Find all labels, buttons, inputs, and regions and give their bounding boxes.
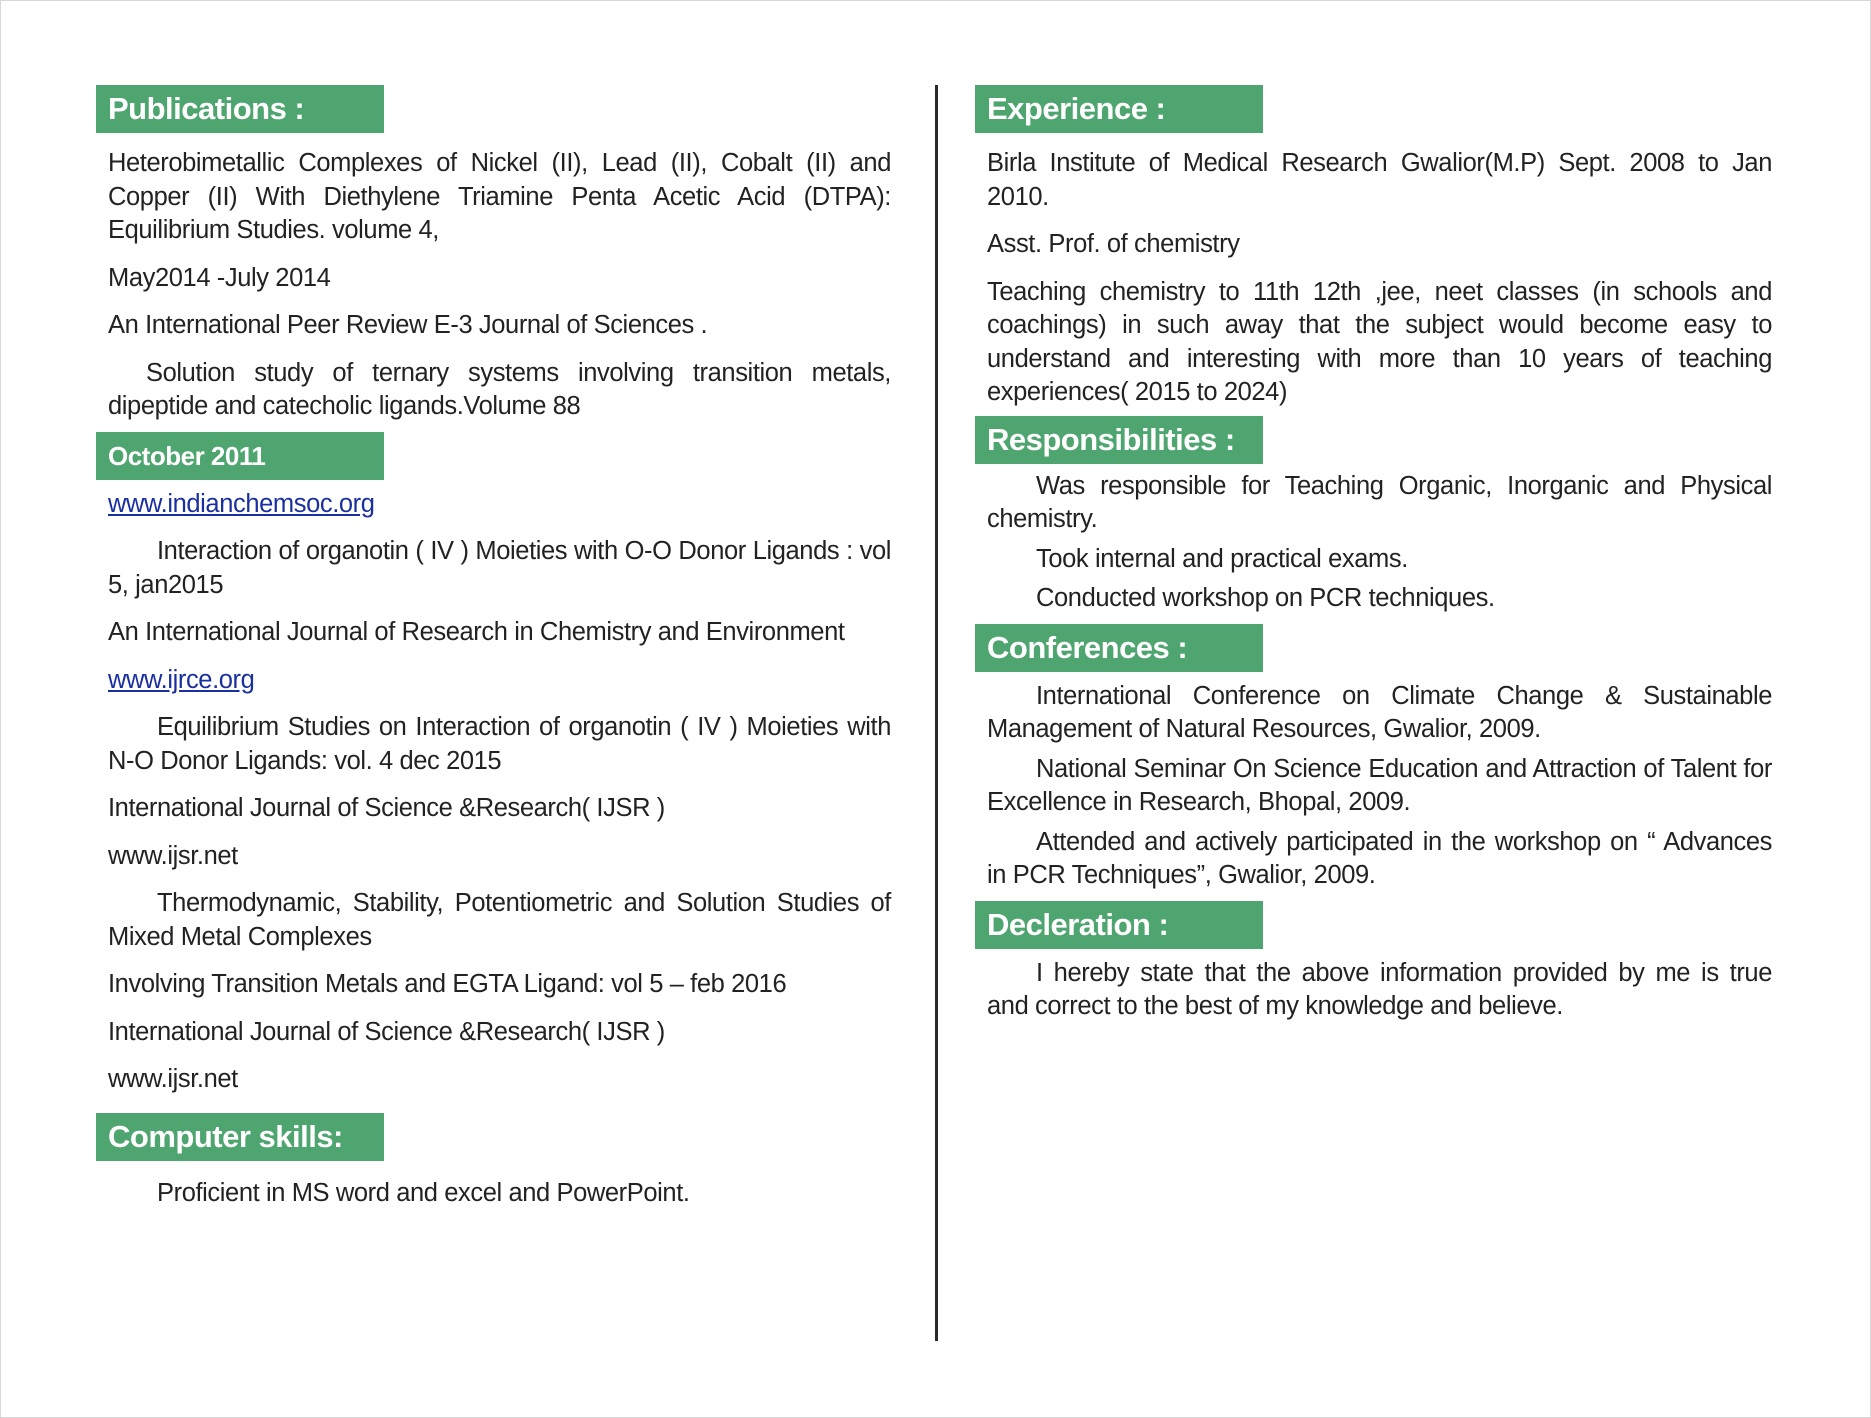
- responsibility-item: Conducted workshop on PCR techniques.: [1036, 584, 1495, 612]
- publication-entry: Interaction of organotin ( IV ) Moieties with O-O Donor Ligands : vol 5, jan2015: [108, 537, 891, 599]
- experience-entry: Birla Institute of Medical Research Gwalior(M.P) Sept. 2008 to Jan 2010.: [987, 149, 1772, 211]
- conference-item: National Seminar On Science Education and Attraction of Talent for Excellence in Research, Bhopal, 2009.: [987, 754, 1772, 816]
- october-2011-heading: October 2011: [96, 432, 384, 480]
- decleration-entry: I hereby state that the above information provided by me is true and correct to the best of my knowledge and believe.: [987, 958, 1772, 1020]
- publication-website: www.ijsr.net: [108, 841, 238, 870]
- decleration-heading: Decleration :: [975, 901, 1263, 949]
- publication-entry: Solution study of ternary systems involving transition metals, dipeptide and catecholic ligands.Volume 88: [108, 358, 891, 420]
- publication-entry: Equilibrium Studies on Interaction of organotin ( IV ) Moieties with N-O Donor Ligands: vol. 4 dec 2015: [108, 713, 891, 775]
- conferences-heading: Conferences :: [975, 624, 1263, 672]
- publication-journal: An International Journal of Research in Chemistry and Environment: [108, 618, 845, 646]
- column-divider: [935, 85, 938, 1341]
- publication-website: www.ijsr.net: [108, 1065, 238, 1093]
- responsibilities-heading: Responsibilities :: [975, 416, 1263, 464]
- responsibility-item: Took internal and practical exams.: [1036, 544, 1408, 573]
- computer-skills-entry: Proficient in MS word and excel and PowerPoint.: [157, 1178, 690, 1207]
- publication-entry-continued: Involving Transition Metals and EGTA Ligand: vol 5 – feb 2016: [108, 970, 787, 998]
- experience-description: Teaching chemistry to 11th 12th ,jee, neet classes (in schools and coachings) in such away that the subject would become easy to understand and interesting with more than 10 years of teaching experiences( 2015 to 2024): [987, 277, 1772, 406]
- right-column: [975, 85, 1772, 1024]
- experience-role: Asst. Prof. of chemistry: [987, 230, 1240, 258]
- indianchemsoc-link[interactable]: www.indianchemsoc.org: [108, 489, 375, 518]
- conference-item: International Conference on Climate Change & Sustainable Management of Natural Resources, Gwalior, 2009.: [987, 681, 1772, 743]
- link-ijrce: [108, 664, 891, 698]
- publication-journal: International Journal of Science &Research( IJSR ): [108, 1017, 665, 1046]
- publication-entry: Heterobimetallic Complexes of Nickel (II), Lead (II), Cobalt (II) and Copper (II) With Diethylene Triamine Penta Acetic Acid (DTPA): Equilibrium Studies. volume 4,: [108, 149, 891, 244]
- left-column: [96, 85, 891, 1210]
- publication-entry: Thermodynamic, Stability, Potentiometric and Solution Studies of Mixed Metal Complexes: [108, 889, 891, 951]
- ijrce-link[interactable]: www.ijrce.org: [108, 665, 255, 694]
- publications-heading: Publications :: [96, 85, 384, 133]
- experience-heading: Experience :: [975, 85, 1263, 133]
- link-indianchemsoc: [108, 488, 891, 522]
- publication-journal: International Journal of Science &Research( IJSR ): [108, 794, 665, 822]
- responsibility-item: Was responsible for Teaching Organic, Inorganic and Physical chemistry.: [987, 471, 1772, 533]
- conference-item: Attended and actively participated in the workshop on “ Advances in PCR Techniques”, Gwalior, 2009.: [987, 827, 1772, 889]
- publication-journal: An International Peer Review E-3 Journal of Sciences .: [108, 311, 708, 339]
- computer-skills-heading: Computer skills:: [96, 1113, 384, 1161]
- publication-date: May2014 -July 2014: [108, 263, 331, 292]
